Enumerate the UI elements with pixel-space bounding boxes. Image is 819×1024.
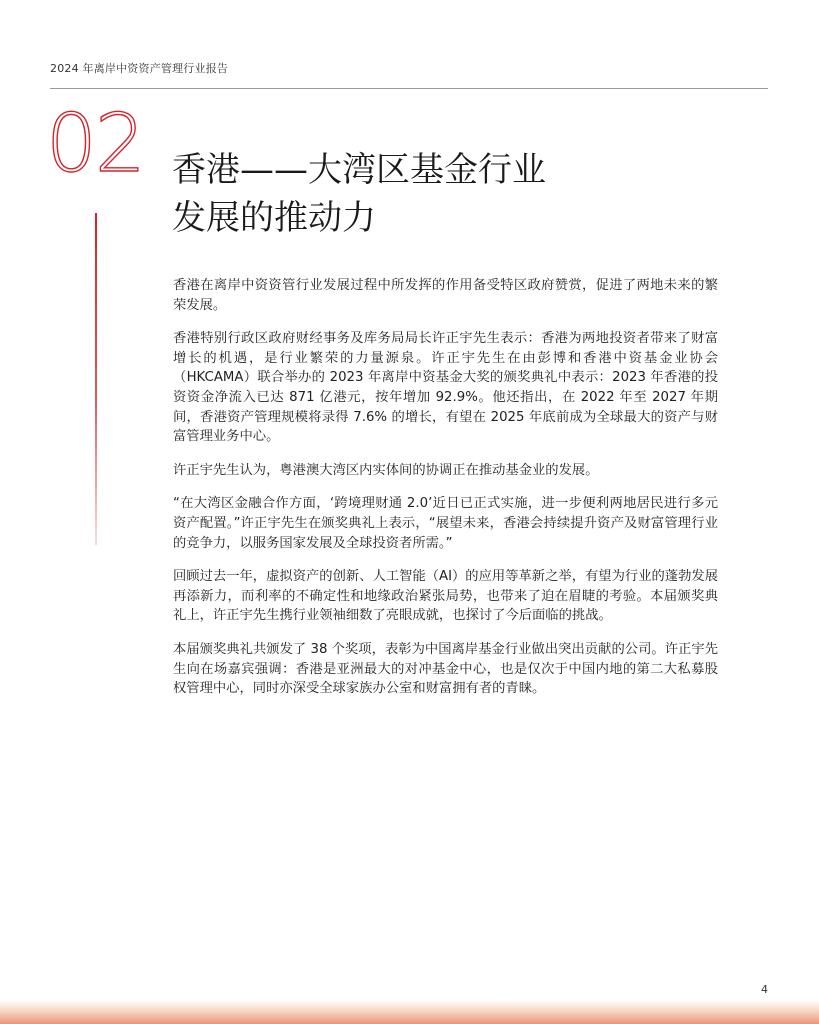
chapter-title-line-1: 香港——大湾区基金行业 — [172, 150, 546, 190]
paragraph: 香港特别行政区政府财经事务及库务局局长许正宇先生表示：香港为两地投资者带来了财富增长的机遇，是行业繁荣的力量源泉。许正宇先生在由彭博和香港中资基金业协会（HKCAMA）联合举办的 2023 年离岸中资基金大奖的颁奖典礼中表示：2023 年香港的投资资金净流入已达 871 亿港元，按年增加 92.9%。他还指出，在 2022 年至 2027 年期间，香港资产管理规模将录得 7.6% 的增长，有望在 2025 年底前成为全球最大的资产与财富管理业务中心。 — [173, 331, 718, 445]
paragraph: 回顾过去一年，虚拟资产的创新、人工智能（AI）的应用等革新之举，有望为行业的蓬勃发展再添新力，而利率的不确定性和地缘政治紧张局势，也带来了迫在眉睫的考验。本届颁奖典礼上，许正宇先生携行业领袖细数了亮眼成就，也探讨了今后面临的挑战。 — [173, 569, 718, 624]
chapter-accent-line — [95, 213, 97, 545]
header-divider — [50, 88, 768, 89]
chapter-number: 02 — [46, 97, 144, 190]
report-header-title: 2024 年离岸中资资产管理行业报告 — [50, 62, 229, 75]
paragraph: “在大湾区金融合作方面，‘跨境理财通 2.0’近日已正式实施，进一步便利两地居民进行多元资产配置。”许正宇先生在颁奖典礼上表示，“展望未来，香港会持续提升资产及财富管理行业的竞争力，以服务国家发展及全球投资者所需。” — [173, 496, 718, 551]
paragraph: 许正宇先生认为，粤港澳大湾区内实体间的协调正在推动基金业的发展。 — [173, 462, 599, 478]
footer-gradient-band — [0, 1000, 819, 1024]
page-number: 4 — [761, 983, 768, 996]
paragraph: 本届颁奖典礼共颁发了 38 个奖项，表彰为中国离岸基金行业做出突出贡献的公司。许正宇先生向在场嘉宾强调：香港是亚洲最大的对冲基金中心，也是仅次于中国内地的第二大私募股权管理中心，同时亦深受全球家族办公室和财富拥有者的青睐。 — [173, 641, 718, 697]
chapter-title — [172, 146, 732, 242]
paragraph: 香港在离岸中资资管行业发展过程中所发挥的作用备受特区政府赞赏，促进了两地未来的繁荣发展。 — [173, 278, 718, 313]
body-text — [173, 276, 718, 713]
chapter-title-line-2: 发展的推动力 — [172, 198, 376, 238]
